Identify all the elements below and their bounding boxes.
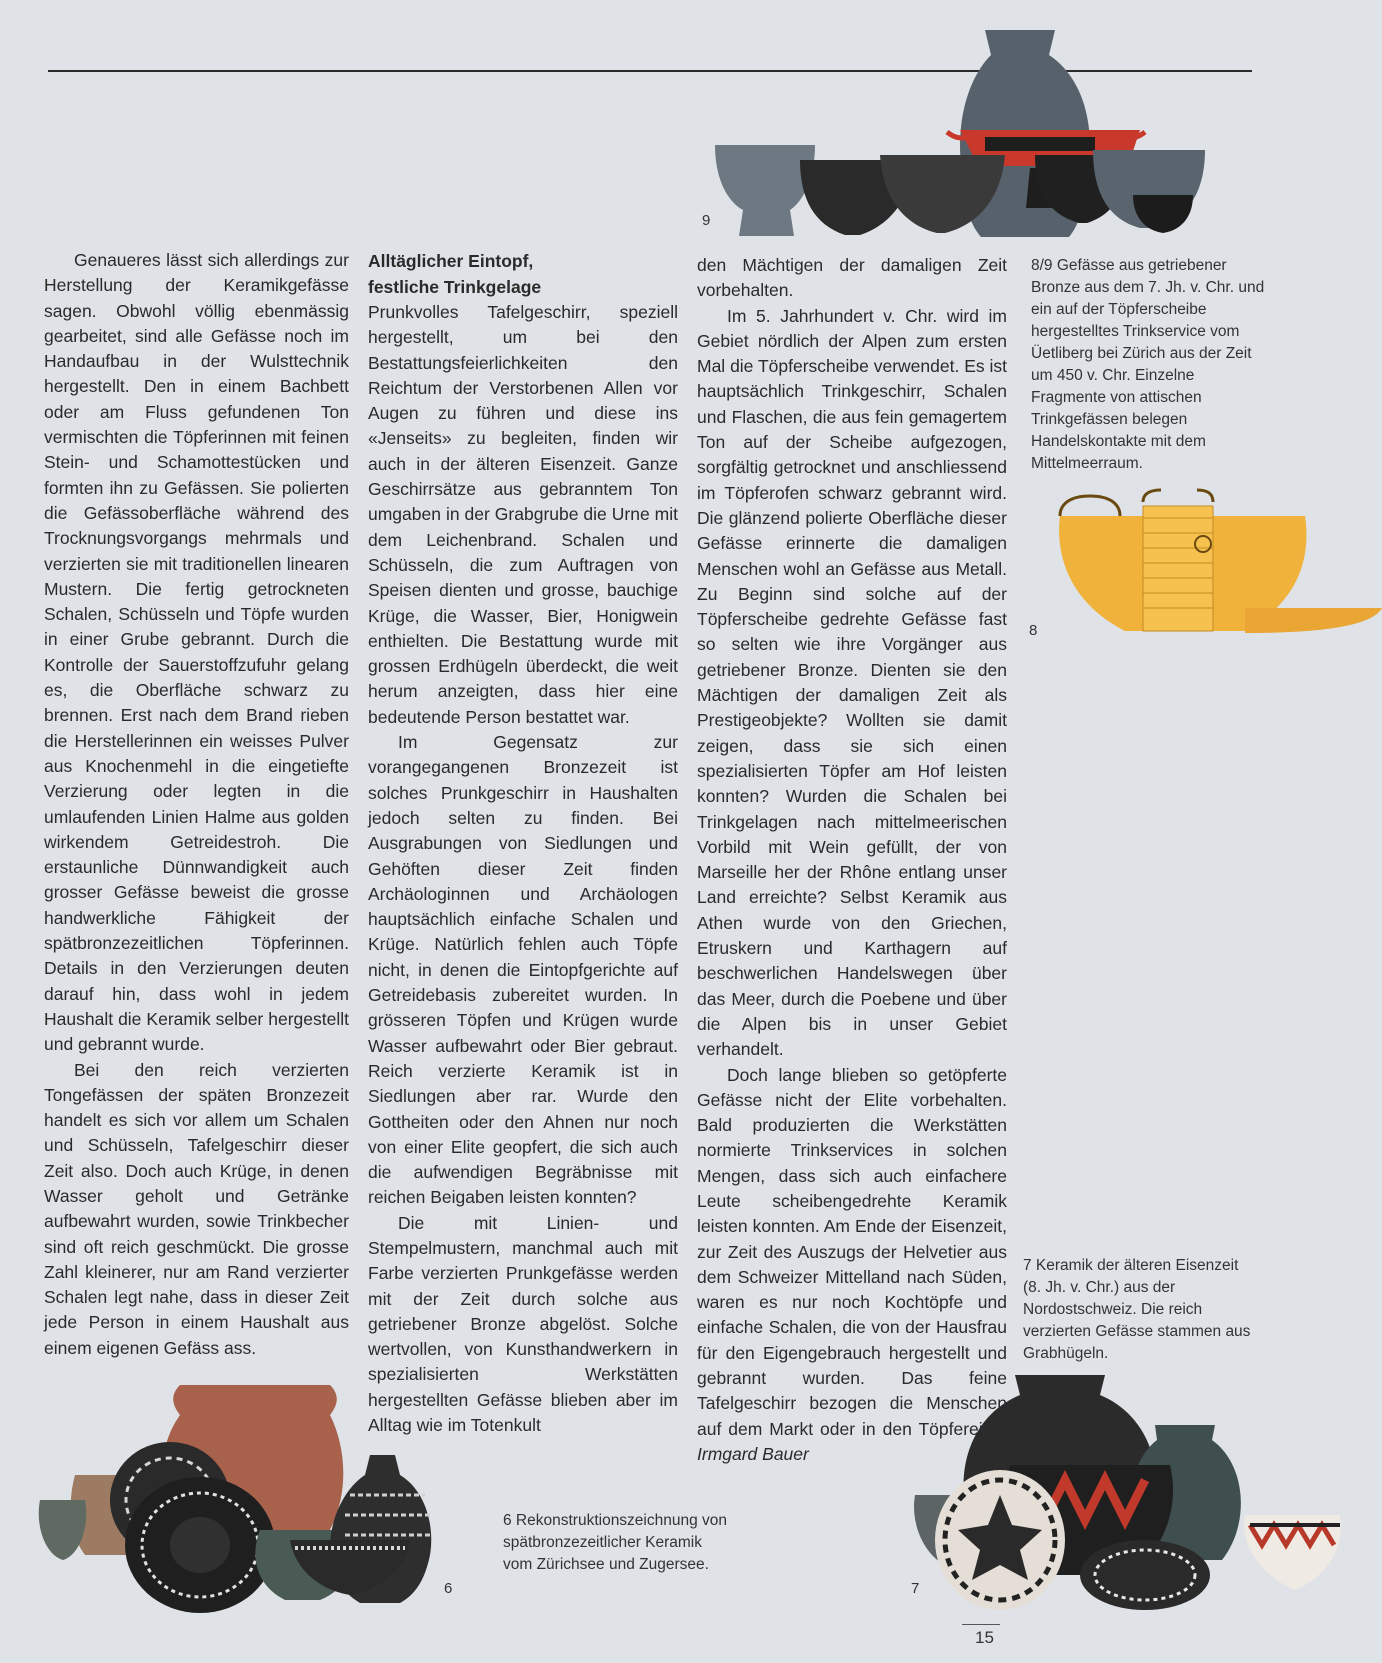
paragraph: Im Gegensatz zur vorangegangenen Bronzezeit ist solches Prunkgeschirr in Haushalten jedoch selten zu finden. Bei Ausgrabungen von Siedlungen und Gehöften dieser Zeit finden Archäologinnen und Archäologen hauptsächlich einfache Schalen und Krüge. Natürlich fehlen auch Töpfe nicht, in denen die Eintopfgerichte auf Getreidebasis zubereitet wurden. In grösseren Töpfen und Krügen wurde Wasser aufbewahrt oder Bier gebraut. Reich verzierte Keramik ist in Siedlungen aber rar. Wurde den Gottheiten oder den Ahnen nur noch von einer Elite geopfert, die sich auch die aufwendigen Begräbnisse mit reichen Beigaben leisten konnten? — [368, 732, 678, 1208]
caption-figure-8-9: 8/9 Gefässe aus getriebener Bronze aus dem 7. Jh. v. Chr. und ein auf der Töpferscheibe hergestelltes Trinkservice vom Üetliberg bei Zürich aus der Zeit um 450 v. Chr. Einzelne Fragmente von attischen Trinkgefässen belegen Handelskontakte mit dem Mittelmeerraum. — [1031, 257, 1265, 472]
figure-number-6: 6 — [444, 1580, 453, 1597]
paragraph: Die mit Linien- und Stempelmustern, manchmal auch mit Farbe verzierten Prunkgefässe werden mit der Zeit durch solche aus getriebener Bronze abgelöst. Solche wertvollen, von Kunsthandwerkern in spezialisierten Werkstätten hergestellten Gefässe blieben aber im Alltag wie im Totenkult — [368, 1212, 678, 1436]
figure-number-9: 9 — [702, 212, 711, 229]
caption-figure-7: 7 Keramik der älteren Eisenzeit (8. Jh. v. Chr.) aus der Nordostschweiz. Die reich verzierten Gefässe stammen aus Grabhügeln. — [1023, 1257, 1251, 1362]
figure-number-7: 7 — [911, 1580, 920, 1597]
paragraph: Im 5. Jahrhundert v. Chr. wird im Gebiet nördlich der Alpen zum ersten Mal die Töpferscheibe verwendet. Es ist hauptsächlich Trinkgeschirr, Schalen und Flaschen, die aus fein gemagertem Ton auf der Scheibe aufgezogen, sorgfältig getrocknet und anschliessend im Töpferofen schwarz gebrannt wird. Die glänzend polierte Oberfläche dieser Gefässe erinnerte die damaligen Menschen wohl an Gefässe aus Metall. Zu Beginn sind solche auf der Töpferscheibe gedrehte Gefässe fast so selten wie ihre Vorgänger aus getriebener Bronze. Dienten sie den Mächtigen der damaligen Zeit als Prestigeobjekte? Wollten sie damit zeigen, dass sie sich einen spezialisierten Töpfer am Hof leisten konnten? Wurden die Schalen bei Trinkgelagen nach mittelmeerischen Vorbild mit Wein gefüllt, der von Marseille her der Rhône entlang unser Land erreichte? Selbst Keramik aus Athen wurde von den Griechen, Etruskern und Karthagern auf beschwerlichen Handelswegen über das Meer, durch die Poebene und über die Alpen bis in unser Gebiet verhandelt. — [697, 305, 1007, 1060]
figure-number-8: 8 — [1029, 622, 1038, 639]
text-column-2 — [368, 248, 678, 1438]
figure-8-bronze-vessels — [1055, 488, 1382, 638]
paragraph: Bei den reich verzierten Tongefässen der späten Bronzezeit handelt es sich vor allem um Schalen und Schüsseln, Tafelgeschirr dieser Zeit also. Doch auch Krüge, in denen Wasser geholt und Getränke aufbewahrt wurden, sowie Trinkbecher sind oft reich geschmückt. Die grosse Zahl kleinerer, nur am Rand verzierter Schalen legt nahe, dass in dieser Zeit jede Person in einem Haushalt aus einem eigenen Gefäss ass. — [44, 1059, 349, 1358]
paragraph-text: Doch lange blieben so getöpferte Gefässe nicht der Elite vorbehalten. Bald produzierten die Werkstätten normierte Trinkservices in solchen Mengen, dass sich auch einfachere Leute scheibengedrehte Keramik leisten konnten. Am Ende der Eisenzeit, zur Zeit des Auszugs der Helvetier aus dem Schweizer Mittelland nach Süden, waren es nur noch Kochtöpfe und einfache Schalen, die von der Hausfrau für den Eigengebrauch hergestellt und gebrannt wurden. Das feine Tafelgeschirr bezogen die Menschen auf dem Markt oder in den Töpfereien. — [697, 1064, 1007, 1439]
heading-line: festliche Trinkgelage — [368, 277, 542, 297]
figure-9-drinking-service — [715, 20, 1255, 245]
heading-line: Alltäglicher Eintopf, — [368, 251, 534, 271]
paragraph: den Mächtigen der damaligen Zeit vorbehalten. — [697, 255, 1007, 301]
page-number-rule — [962, 1624, 1000, 1625]
page-number: 15 — [975, 1628, 994, 1647]
section-heading — [368, 248, 678, 300]
paragraph — [697, 1063, 1007, 1468]
paragraph: Prunkvolles Tafelgeschirr, speziell hergestellt, um bei den Bestattungsfeierlichkeiten den Reichtum der Verstorbenen Allen vor Augen zu führen und diese ins «Jenseits» zu begleiten, finden wir auch in der älteren Eisenzeit. Ganze Geschirrsätze aus gebranntem Ton umgaben in der Grabgrube die Urne mit dem Leichenbrand. Schalen und Schüsseln, die zum Auftragen von Speisen dienten und grosse, bauchige Krüge, die Wasser, Bier, Honigwein enthielten. Die Bestattung wurde mit grossen Erdhügeln überdeckt, die weit herum anzeigten, dass hier eine bedeutende Person bestattet war. — [368, 302, 678, 727]
text-column-3 — [697, 253, 1007, 1467]
text-column-1 — [44, 248, 349, 1361]
paragraph: Genaueres lässt sich allerdings zur Herstellung der Keramikgefässe sagen. Obwohl völlig ebenmässig gearbeitet, sind alle Gefässe noch im Handaufbau in der Wulsttechnik hergestellt. Den in einem Bachbett oder am Fluss gefundenen Ton vermischten die Töpferinnen mit feinen Stein- und Schamottestücken und formten ihn zu Gefässen. Sie polierten die Gefässoberfläche während des Trocknungsvorgangs mehrmals und verzierten sie mit traditionellen linearen Mustern. Die fertig getrockneten Schalen, Schüsseln und Töpfe wurden in einer Grube gebrannt. Durch die Kontrolle der Sauerstoffzufuhr gelang es, die Oberfläche schwarz zu brennen. Erst nach dem Brand rieben die Herstellerinnen ein weisses Pulver aus Knochenmehl in die eingetiefte Verzierung oder legten in die umlaufenden Linien Halme aus golden wirkendem Getreidestroh. Die erstaunliche Dünnwandigkeit auch grosser Gefässe beweist die grosse handwerkliche Fähigkeit der spätbronzezeitlichen Töpferinnen. Details in den Verzierungen deuten darauf hin, dass wohl in jedem Haushalt die Keramik selber hergestellt und gebrannt wurde. — [44, 250, 349, 1055]
author-name: Irmgard Bauer — [697, 1443, 809, 1464]
caption-figure-6: 6 Rekonstruktionszeichnung von spätbronzezeitlicher Keramik vom Zürichsee und Zugersee. — [503, 1512, 728, 1573]
